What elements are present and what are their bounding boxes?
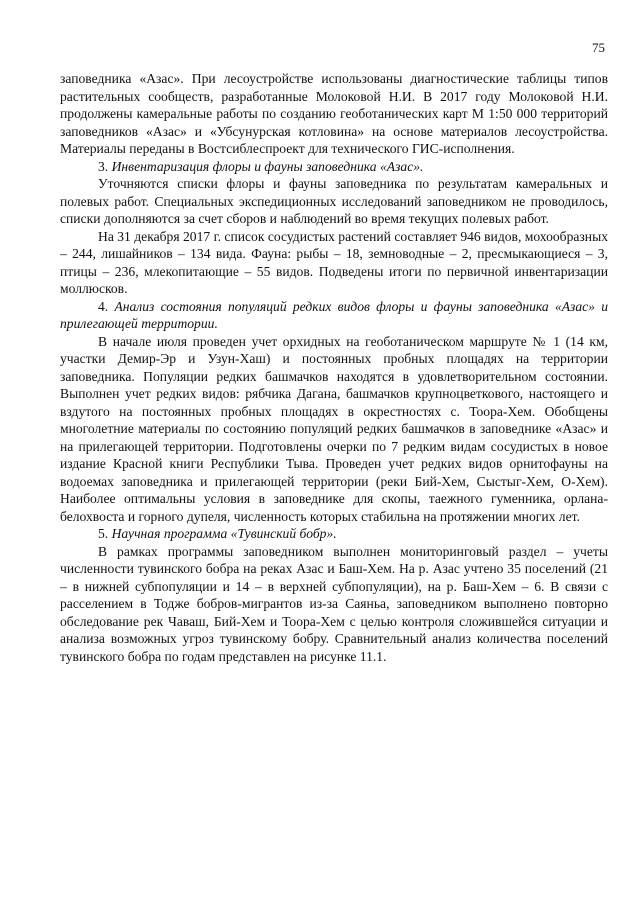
section-title: Научная программа «Тувинский бобр». (111, 526, 337, 541)
paragraph-lists-update: Уточняются списки флоры и фауны заповедника по результатам камеральных и полевых работ. Специальных экспедиционных исследований заповедником не проводилось, списки дополняются за счет сборов и наблюдений во время текущих полевых работ. (60, 176, 608, 226)
section-heading-3 (60, 158, 608, 176)
section-title: Анализ состояния популяций редких видов флоры и фауны заповедника «Азас» и прилегающей территории. (60, 298, 608, 331)
section-heading-4 (60, 298, 608, 333)
paragraph-beaver-program: В рамках программы заповедником выполнен мониторинговый раздел – учеты численности тувинского бобра на реках Азас и Баш-Хем. На р. Азас учтено 35 поселений (21 – в нижней субпопуляции и 14 – в верхней субпопуляции), на р. Баш-Хем – 6. В связи с расселением в Тодже бобров-мигрантов из-за Саяньа, заповедником выполнено повторно обследование рек Чаваш, Бий-Хем и Тоора-Хем с целью контроля сложившейся ситуации и анализа возможных угроз тувинскому бобру. Сравнительный анализ количества поселений тувинского бобра по годам представлен на рисунке 11.1. (60, 543, 608, 664)
paragraph-species-counts: На 31 декабря 2017 г. список сосудистых растений составляет 946 видов, мохообразных – 244, лишайников – 134 вида. Фауна: рыбы – 18, земноводные – 2, пресмыкающиеся – 3, птицы – 236, млекопитающие – 55 видов. Подведены итоги по первичной инвентаризации моллюсков. (60, 228, 609, 296)
page-number: 75 (592, 40, 605, 55)
section-number: 3. (98, 158, 109, 174)
document-body (60, 70, 608, 665)
section-title: Инвентаризация флоры и фауны заповедника «Азас». (111, 158, 424, 174)
paragraph-rare-species: В начале июля проведен учет орхидных на геоботаническом маршруте № 1 (14 км, участки Демир-Эр и Узун-Хаш) и постоянных пробных площадях на территории заповедника. Популяции редких башмачков находятся в удовлетворительном состоянии. Выполнен учет редких видов: рябчика Дагана, башмачков крупноцветкового, настоящего и вздутого на постоянных пробных площадях в окрестностях с. Тоора-Хем. Обобщены многолетние материалы по состоянию популяций редких башмачков в заповеднике «Азас» и на прилегающей территории. Подготовлены очерки по 7 редким видам сосудистых в новое издание Красной книги Республики Тыва. Проведен учет редких видов орнитофауны на водоемах заповедника и прилегающей территории (реки Бий-Хем, Сыстыг-Хем, О-Хем). Наиболее оптимальны условия в заповеднике для скопы, таежного гуменника, орлана-белохвоста и горного дупеля, численность которых стабильна на протяжении многих лет. (60, 333, 608, 524)
section-heading-5 (60, 525, 608, 543)
section-number: 5. (98, 526, 109, 541)
paragraph-intro-continuation: заповедника «Азас». При лесоустройстве использованы диагностические таблицы типов растительных сообществ, разработанные Молоковой Н.И. В 2017 году Молоковой Н.И. продолжены камеральные работы по созданию геоботанических карт М 1:50 000 территорий заповедников «Азас» и «Убсунурская котловина» на основе материалов лесоустройства. Материалы переданы в Востсиблеспроект для технического ГИС-исполнения. (60, 71, 608, 156)
section-number: 4. (98, 298, 109, 314)
